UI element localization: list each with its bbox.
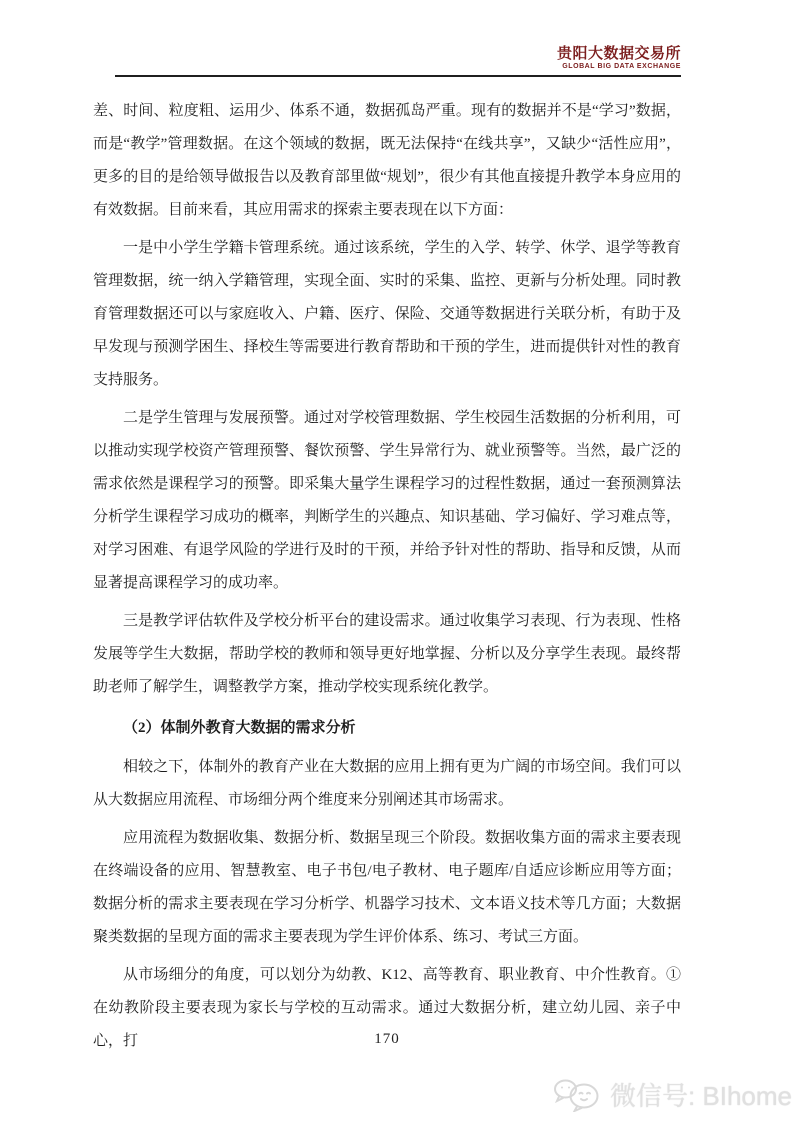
wechat-watermark xyxy=(553,1076,792,1113)
document-body xyxy=(93,95,681,1063)
wechat-icon xyxy=(553,1078,601,1112)
body-paragraph: 三是教学评估软件及学校分析平台的建设需求。通过收集学习表现、行为表现、性格发展等学生大数据，帮助学校的教师和领导更好地掌握、分析以及分享学生表现。最终帮助老师了解学生，调整教学方案，推动学校实现系统化教学。 xyxy=(93,613,681,695)
body-paragraph: 相较之下，体制外的教育产业在大数据的应用上拥有更为广阔的市场空间。我们可以从大数据应用流程、市场细分两个维度来分别阐述其市场需求。 xyxy=(93,759,681,808)
logo-chinese-name: 贵阳大数据交易所 xyxy=(556,45,681,62)
section-heading: （2）体制外教育大数据的需求分析 xyxy=(123,720,356,736)
body-paragraph: 一是中小学生学籍卡管理系统。通过该系统，学生的入学、转学、休学、退学等教育管理数据，统一纳入学籍管理，实现全面、实时的采集、监控、更新与分析处理。同时教育管理数据还可以与家庭收入、户籍、医疗、保险、交通等数据进行关联分析，有助于及早发现与预测学困生、择校生等需要进行教育帮助和干预的学生，进而提供针对性的教育支持服务。 xyxy=(93,240,681,388)
page-number: 170 xyxy=(374,1031,400,1047)
body-paragraph: 从市场细分的角度，可以划分为幼教、K12、高等教育、职业教育、中介性教育。①在幼教阶段主要表现为家长与学校的互动需求。通过大数据分析，建立幼儿园、亲子中心，打 xyxy=(93,967,681,1049)
watermark-text: 微信号: BIhome xyxy=(609,1081,792,1111)
body-paragraph: 应用流程为数据收集、数据分析、数据呈现三个阶段。数据收集方面的需求主要表现在终端设备的应用、智慧教室、电子书包/电子教材、电子题库/自适应诊断应用等方面；数据分析的需求主要表现在学习分析学、机器学习技术、文本语义技术等几方面；大数据聚类数据的呈现方面的需求主要表现为学生评价体系、练习、考试三方面。 xyxy=(93,830,681,945)
exchange-logo xyxy=(557,46,681,70)
body-paragraph: 差、时间、粒度粗、运用少、体系不通，数据孤岛严重。现有的数据并不是“学习”数据，而是“教学”管理数据。在这个领域的数据，既无法保持“在线共享”，又缺少“活性应用”，更多的目的是给领导做报告以及教育部里做“规划”，很少有其他直接提升教学本身应用的有效数据。目前来看，其应用需求的探索主要表现在以下方面： xyxy=(93,103,681,218)
header-rule xyxy=(115,75,681,77)
logo-english-name: GLOBAL BIG DATA EXCHANGE xyxy=(562,63,681,70)
body-paragraph: 二是学生管理与发展预警。通过对学校管理数据、学生校园生活数据的分析利用，可以推动实现学校资产管理预警、餐饮预警、学生异常行为、就业预警等。当然，最广泛的需求依然是课程学习的预警。即采集大量学生课程学习的过程性数据，通过一套预测算法分析学生课程学习成功的概率，判断学生的兴趣点、知识基础、学习偏好、学习难点等，对学习困难、有退学风险的学进行及时的干预，并给予针对性的帮助、指导和反馈，从而显著提高课程学习的成功率。 xyxy=(93,410,681,591)
